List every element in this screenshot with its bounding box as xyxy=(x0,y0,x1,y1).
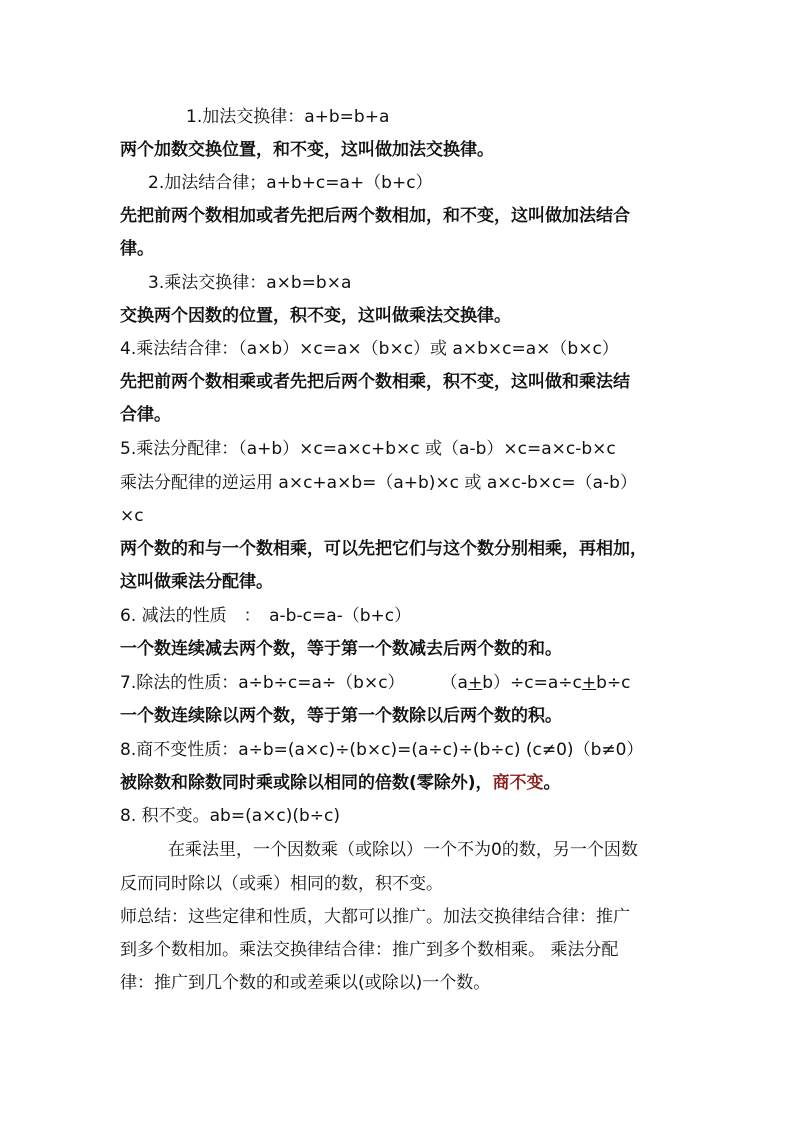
law-1-heading: 1.加法交换律：a+b=b+a xyxy=(186,107,390,127)
law-8-description-end: 。 xyxy=(543,773,561,793)
law-3-description: 交换两个因数的位置，积不变，这叫做乘法交换律。 xyxy=(120,306,511,326)
law-5-inverse-line-2: ×c xyxy=(120,506,144,526)
law-7-formula-b-underlined-plus-2: + xyxy=(581,673,597,693)
law-7-formula-b-part-3: b÷c xyxy=(596,673,631,693)
law-4-heading: 4.乘法结合律：（a×b）×c=a×（b×c）或 a×b×c=a×（b×c） xyxy=(120,339,619,359)
law-5-description-line-2: 这叫做乘法分配律。 xyxy=(120,572,273,592)
teacher-summary-line-2: 到多个数相加。乘法交换律结合律：推广到多个数相乘。 乘法分配 xyxy=(120,940,619,960)
law-7-description: 一个数连续除以两个数，等于第一个数除以后两个数的积。 xyxy=(120,706,562,726)
law-9-heading: 8. 积不变。ab=(a×c)(b÷c) xyxy=(120,806,340,826)
law-8-heading: 8.商不变性质：a÷b=(a×c)÷(b×c)=(a÷c)÷(b÷c) (c≠0)（b≠0） xyxy=(120,740,644,760)
teacher-summary-line-1: 师总结：这些定律和性质，大都可以推广。加法交换律结合律：推广 xyxy=(120,907,630,927)
law-7-formula-b-part-1: （a xyxy=(440,673,468,693)
law-9-description-line-1: 在乘法里，一个因数乘（或除以）一个不为0的数，另一个因数 xyxy=(168,840,638,860)
law-8-highlight: 商不变 xyxy=(492,773,544,793)
law-3-heading: 3.乘法交换律：a×b=b×a xyxy=(148,273,352,293)
law-7-formula-b-part-2: b）÷c=a÷c xyxy=(482,673,582,693)
teacher-summary-line-3: 律：推广到几个数的和或差乘以(或除以)一个数。 xyxy=(120,973,491,993)
law-4-description-line-1: 先把前两个数相乘或者先把后两个数相乘，积不变，这叫做和乘法结 xyxy=(120,372,630,392)
law-7-formula-a: 7.除法的性质：a÷b÷c=a÷（b×c） xyxy=(120,673,405,693)
law-9-description-line-2: 反而同时除以（或乘）相同的数，积不变。 xyxy=(120,874,443,894)
law-2-description-line-1: 先把前两个数相加或者先把后两个数相加，和不变，这叫做加法结合 xyxy=(120,206,630,226)
law-2-heading: 2.加法结合律；a+b+c=a+（b+c） xyxy=(148,173,433,193)
law-6-description: 一个数连续减去两个数，等于第一个数减去后两个数的和。 xyxy=(120,639,562,659)
law-5-heading: 5.乘法分配律：（a+b）×c=a×c+b×c 或（a-b）×c=a×c-b×c xyxy=(120,439,616,459)
law-5-inverse-line-1: 乘法分配律的逆运用 a×c+a×b=（a+b)×c 或 a×c-b×c=（a-b） xyxy=(120,473,637,493)
law-1-description: 两个加数交换位置，和不变，这叫做加法交换律。 xyxy=(120,140,494,160)
law-8-description xyxy=(120,772,561,794)
law-2-description-line-2: 律。 xyxy=(120,239,154,259)
law-4-description-line-2: 合律。 xyxy=(120,405,171,425)
law-8-description-text: 被除数和除数同时乘或除以相同的倍数(零除外)， xyxy=(120,773,493,793)
law-5-description-line-1: 两个数的和与一个数相乘，可以先把它们与这个数分别相乘，再相加， xyxy=(120,539,647,559)
law-7-heading xyxy=(120,672,631,694)
law-7-formula-b-underlined-plus-1: + xyxy=(467,673,483,693)
law-6-heading: 6. 减法的性质 ： a-b-c=a-（b+c） xyxy=(120,606,412,626)
